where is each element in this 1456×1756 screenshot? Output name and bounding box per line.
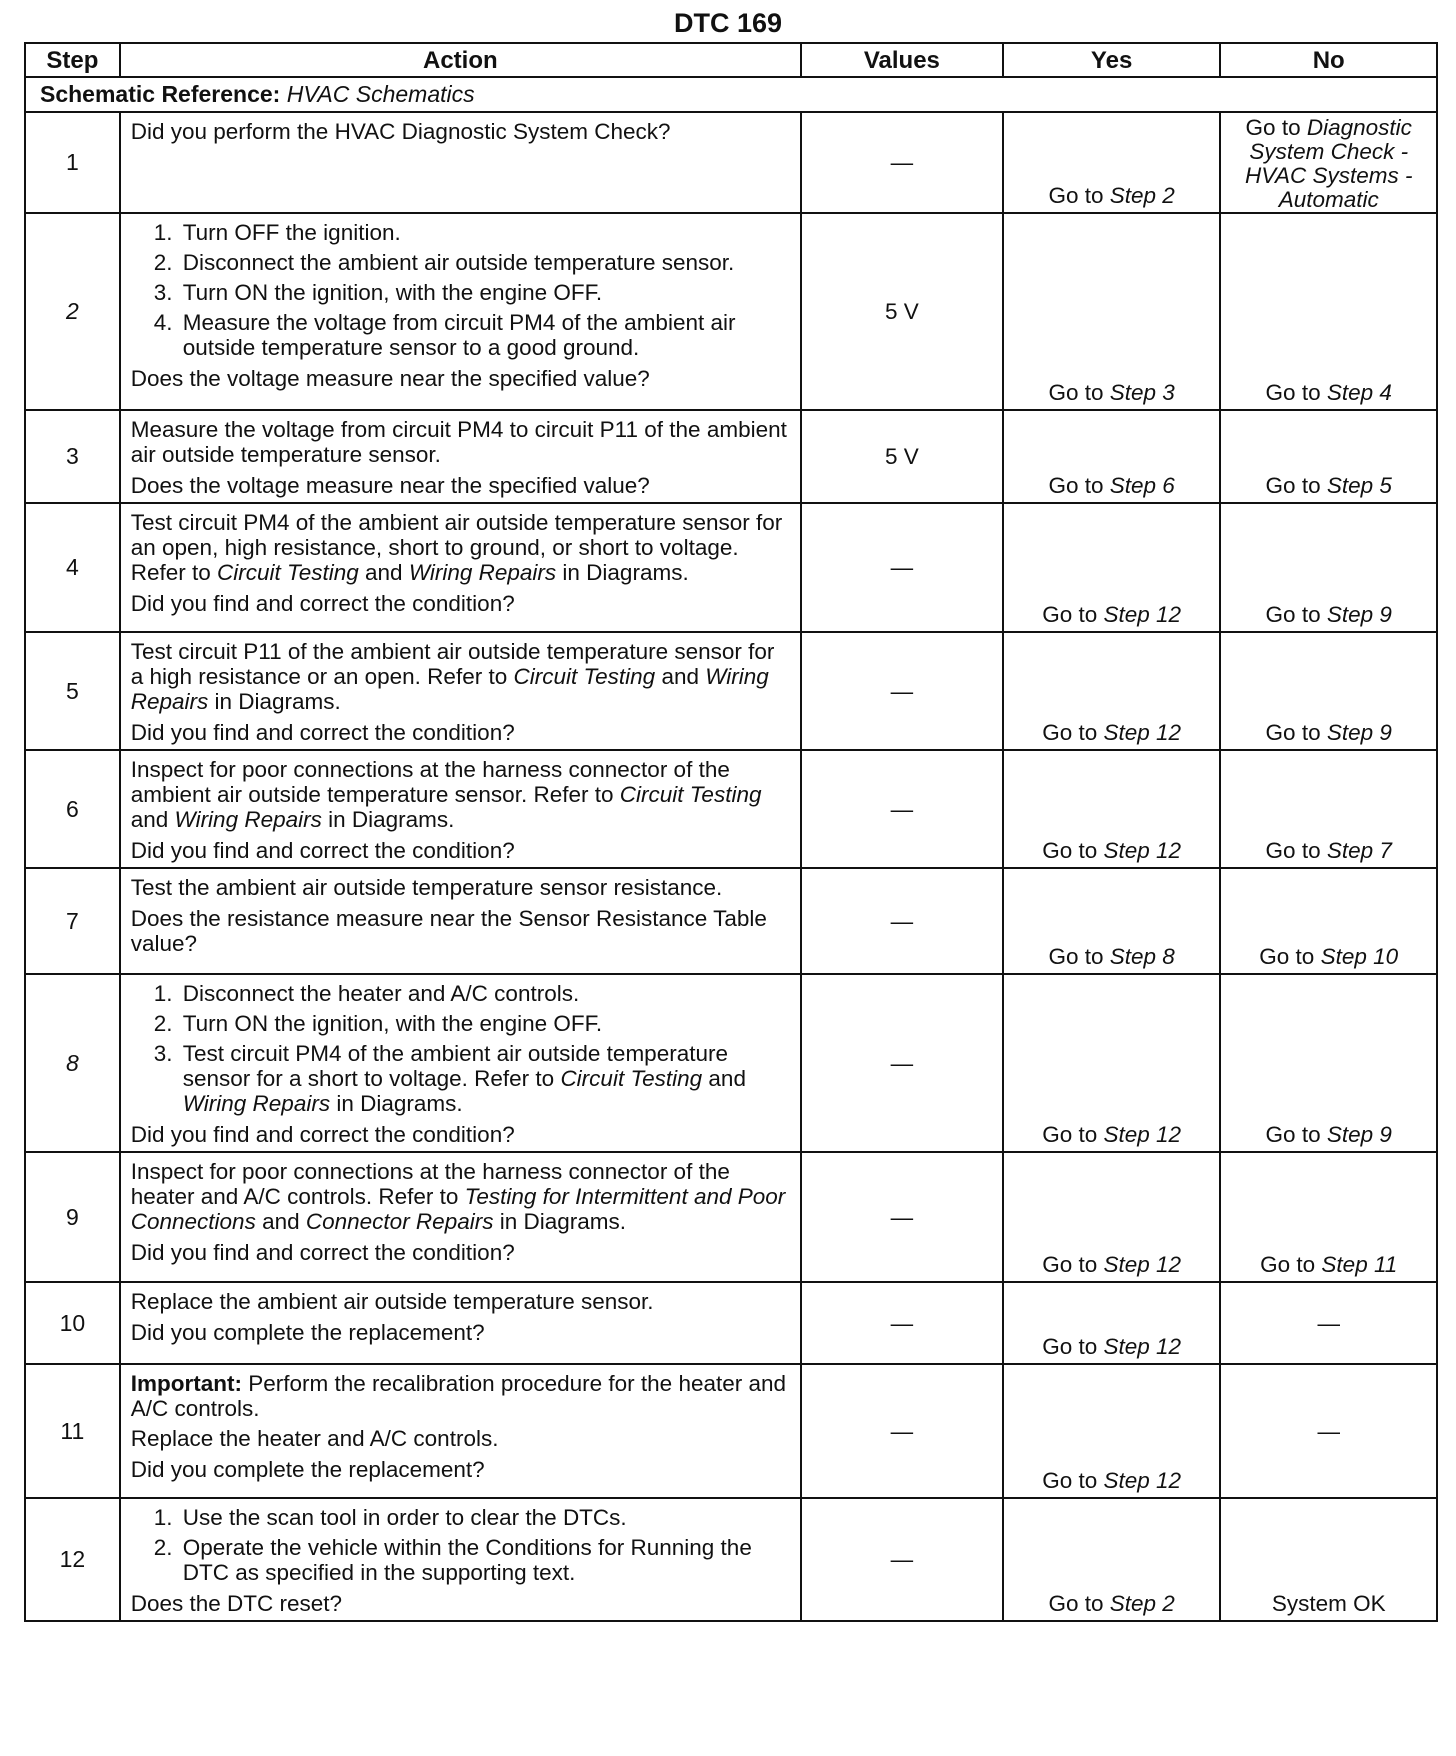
- yes-cell: [1003, 1152, 1221, 1282]
- step-link[interactable]: Step 12: [1103, 602, 1182, 627]
- doc-link[interactable]: Connector Repairs: [305, 1209, 494, 1234]
- value-cell: —: [801, 632, 1003, 750]
- yes-cell: [1003, 1498, 1221, 1621]
- action-text: Measure the voltage from circuit PM4 to circuit P11 of the ambient air outside temperature sensor.: [130, 417, 787, 467]
- yes-cell: [1003, 213, 1221, 410]
- action-text: Test the ambient air outside temperature sensor resistance.: [130, 875, 723, 900]
- table-row: [25, 1364, 1437, 1498]
- no-cell: [1220, 112, 1437, 213]
- action-step-item: 1. Turn OFF the ignition.: [179, 220, 790, 245]
- no-cell: [1220, 868, 1437, 974]
- action-question: Does the DTC reset?: [130, 1591, 343, 1616]
- action-cell: [120, 868, 801, 974]
- doc-link[interactable]: Wiring Repairs: [182, 1091, 331, 1116]
- action-step-item: 2. Operate the vehicle within the Conditions for Running the DTC as specified in the supporting text.: [179, 1535, 790, 1585]
- no-cell: [1220, 213, 1437, 410]
- table-row: [25, 750, 1437, 868]
- doc-link[interactable]: Testing for Intermittent and Poor Connections: [130, 1184, 786, 1234]
- yes-goto[interactable]: Go to Step 12: [1042, 1252, 1182, 1277]
- step-link[interactable]: Step 11: [1321, 1252, 1398, 1277]
- step-number: 10: [25, 1282, 120, 1364]
- table-row: [25, 1498, 1437, 1621]
- action-text: Inspect for poor connections at the harness connector of the ambient air outside temperature sensor. Refer to Circuit Testing and Wiring Repairs in Diagrams.: [130, 757, 762, 832]
- action-cell: [120, 1152, 801, 1282]
- step-number: 9: [25, 1152, 120, 1282]
- yes-cell: [1003, 1282, 1221, 1364]
- value-cell: —: [801, 1498, 1003, 1621]
- table-row: [25, 410, 1437, 503]
- step-link[interactable]: Step 6: [1109, 473, 1175, 498]
- no-goto[interactable]: Go to Diagnostic System Check - HVAC Systems - Automatic: [1244, 115, 1413, 212]
- important-label: Important:: [130, 1371, 242, 1396]
- step-link[interactable]: Step 4: [1326, 380, 1392, 405]
- step-number: 12: [25, 1498, 120, 1621]
- page-title: DTC 169: [673, 8, 783, 38]
- no-goto[interactable]: Go to Step 11: [1260, 1252, 1398, 1277]
- yes-goto[interactable]: Go to Step 3: [1048, 380, 1175, 405]
- yes-cell: [1003, 868, 1221, 974]
- action-text: Replace the heater and A/C controls.: [130, 1426, 499, 1451]
- no-value: —: [1317, 1418, 1340, 1444]
- step-number: 5: [25, 632, 120, 750]
- action-cell: [120, 974, 801, 1152]
- doc-link[interactable]: Wiring Repairs: [174, 807, 322, 832]
- action-question: Did you complete the replacement?: [130, 1457, 485, 1482]
- step-number: 7: [25, 868, 120, 974]
- action-cell: [120, 410, 801, 503]
- action-question: Does the resistance measure near the Sensor Resistance Table value?: [130, 906, 767, 956]
- important-text: Perform the recalibration procedure for the heater and A/C controls.: [130, 1371, 787, 1421]
- action-question: Did you find and correct the condition?: [130, 720, 515, 745]
- value-cell: —: [801, 503, 1003, 632]
- header-values: Values: [801, 43, 1003, 77]
- step-link[interactable]: Step 12: [1103, 838, 1182, 863]
- yes-cell: [1003, 503, 1221, 632]
- action-step-item: 1. Disconnect the heater and A/C controls.: [179, 981, 790, 1006]
- table-row: [25, 632, 1437, 750]
- action-step-item: 3. Turn ON the ignition, with the engine OFF.: [179, 280, 790, 305]
- action-question: Did you find and correct the condition?: [130, 838, 515, 863]
- yes-cell: [1003, 974, 1221, 1152]
- table-row: [25, 503, 1437, 632]
- yes-goto[interactable]: Go to Step 6: [1048, 473, 1175, 498]
- action-step-item: 1. Use the scan tool in order to clear the DTCs.: [179, 1505, 790, 1530]
- table-row: [25, 112, 1437, 213]
- no-goto[interactable]: Go to Step 4: [1265, 380, 1392, 405]
- action-text: Inspect for poor connections at the harness connector of the heater and A/C controls. Refer to Testing for Intermittent and Poor Connections and Connector Repairs in Diagrams.: [130, 1159, 786, 1234]
- step-link[interactable]: Step 2: [1109, 183, 1175, 208]
- action-text: Test circuit P11 of the ambient air outside temperature sensor for a high resistance or an open. Refer to Circuit Testing and Wiring Repairs in Diagrams.: [130, 639, 775, 714]
- header-row: [25, 43, 1437, 77]
- yes-goto[interactable]: Go to Step 12: [1042, 838, 1182, 863]
- action-step-item: 2. Turn ON the ignition, with the engine OFF.: [179, 1011, 790, 1036]
- header-no: No: [1220, 43, 1437, 77]
- action-question: Did you find and correct the condition?: [130, 1240, 515, 1265]
- no-goto[interactable]: Go to Step 9: [1265, 1122, 1392, 1147]
- action-steps-list: [131, 220, 790, 360]
- no-cell: [1220, 1152, 1437, 1282]
- table-row: [25, 1152, 1437, 1282]
- step-link[interactable]: Step 9: [1326, 720, 1392, 745]
- step-number: 8: [25, 974, 120, 1152]
- no-value: —: [1317, 1310, 1340, 1336]
- action-cell: [120, 1364, 801, 1498]
- important-note: [131, 1371, 790, 1421]
- no-cell: [1220, 750, 1437, 868]
- value-cell: —: [801, 1364, 1003, 1498]
- yes-goto[interactable]: Go to Step 2: [1048, 1591, 1175, 1616]
- step-number: 4: [25, 503, 120, 632]
- doc-link[interactable]: Circuit Testing: [217, 560, 359, 585]
- no-goto[interactable]: Go to Step 9: [1265, 720, 1392, 745]
- value-cell: —: [801, 868, 1003, 974]
- action-question: Did you find and correct the condition?: [130, 591, 515, 616]
- action-cell: [120, 750, 801, 868]
- step-link[interactable]: Step 12: [1103, 1334, 1182, 1359]
- schematic-reference: [25, 77, 1437, 112]
- action-step-item: 4. Measure the voltage from circuit PM4 of the ambient air outside temperature sensor to a good ground.: [179, 310, 790, 360]
- action-steps-list: [131, 1505, 790, 1585]
- value-cell: —: [801, 112, 1003, 213]
- no-goto[interactable]: Go to Step 7: [1265, 838, 1392, 863]
- value-cell: —: [801, 1282, 1003, 1364]
- doc-link[interactable]: Circuit Testing: [560, 1066, 703, 1091]
- yes-cell: [1003, 112, 1221, 213]
- yes-cell: [1003, 1364, 1221, 1498]
- header-step: Step: [25, 43, 120, 77]
- step-number: 6: [25, 750, 120, 868]
- action-cell: [120, 632, 801, 750]
- step-link[interactable]: Step 12: [1103, 1468, 1182, 1493]
- no-goto[interactable]: Go to Step 9: [1265, 602, 1392, 627]
- yes-goto[interactable]: Go to Step 2: [1048, 183, 1175, 208]
- value-cell: —: [801, 974, 1003, 1152]
- action-cell: [120, 213, 801, 410]
- action-text: Test circuit PM4 of the ambient air outside temperature sensor for an open, high resistance, short to ground, or short to voltage. Refer to Circuit Testing and Wiring Repairs in Diagrams.: [130, 510, 783, 585]
- step-link[interactable]: Step 7: [1326, 838, 1392, 863]
- step-link[interactable]: Step 9: [1326, 1122, 1392, 1147]
- value-cell: —: [801, 1152, 1003, 1282]
- table-row: [25, 1282, 1437, 1364]
- schematic-reference-row: [25, 77, 1437, 112]
- value-cell: —: [801, 750, 1003, 868]
- table-row: [25, 868, 1437, 974]
- step-number: 1: [25, 112, 120, 213]
- action-step-item: 2. Disconnect the ambient air outside temperature sensor.: [179, 250, 790, 275]
- no-goto[interactable]: Go to Step 10: [1259, 944, 1399, 969]
- no-cell: [1220, 1498, 1437, 1621]
- action-question: Did you find and correct the condition?: [130, 1122, 515, 1147]
- yes-cell: [1003, 750, 1221, 868]
- step-number: 3: [25, 410, 120, 503]
- step-link[interactable]: Step 12: [1103, 1122, 1182, 1147]
- header-action: Action: [120, 43, 801, 77]
- doc-link[interactable]: Diagnostic System Check - HVAC Systems - Automatic: [1244, 115, 1413, 212]
- yes-goto[interactable]: Go to Step 12: [1042, 602, 1182, 627]
- yes-goto[interactable]: Go to Step 8: [1048, 944, 1175, 969]
- action-text: Did you perform the HVAC Diagnostic System Check?: [130, 119, 671, 144]
- action-question: Does the voltage measure near the specified value?: [130, 366, 650, 391]
- no-cell: [1220, 410, 1437, 503]
- no-result: System OK: [1271, 1591, 1386, 1616]
- step-link[interactable]: Step 2: [1109, 1591, 1175, 1616]
- doc-link[interactable]: Wiring Repairs: [130, 664, 769, 714]
- yes-goto[interactable]: Go to Step 12: [1042, 1468, 1182, 1493]
- schematic-reference-link[interactable]: HVAC Schematics: [286, 81, 475, 107]
- no-cell: [1220, 974, 1437, 1152]
- action-question: Does the voltage measure near the specified value?: [130, 473, 650, 498]
- action-cell: [120, 1498, 801, 1621]
- yes-goto[interactable]: Go to Step 12: [1042, 720, 1182, 745]
- yes-cell: [1003, 632, 1221, 750]
- header-yes: Yes: [1003, 43, 1221, 77]
- no-cell: [1220, 503, 1437, 632]
- step-link[interactable]: Step 3: [1109, 380, 1175, 405]
- value-cell: 5 V: [801, 410, 1003, 503]
- action-cell: [120, 112, 801, 213]
- value-cell: 5 V: [801, 213, 1003, 410]
- action-steps-list: [131, 981, 790, 1116]
- doc-link[interactable]: Circuit Testing: [513, 664, 656, 689]
- no-cell: [1220, 1282, 1437, 1364]
- doc-link[interactable]: Wiring Repairs: [408, 560, 557, 585]
- action-text: Replace the ambient air outside temperature sensor.: [130, 1289, 654, 1314]
- yes-goto[interactable]: Go to Step 12: [1042, 1334, 1182, 1359]
- doc-link[interactable]: Circuit Testing: [619, 782, 762, 807]
- table-row: [25, 213, 1437, 410]
- step-link[interactable]: Step 9: [1326, 602, 1392, 627]
- schematic-reference-label: Schematic Reference:: [40, 81, 281, 107]
- table-row: [25, 974, 1437, 1152]
- action-step-item: 3. Test circuit PM4 of the ambient air outside temperature sensor for a short to voltage. Refer to Circuit Testing and Wiring Repairs in Diagrams.: [179, 1041, 790, 1116]
- yes-goto[interactable]: Go to Step 12: [1042, 1122, 1182, 1147]
- no-goto[interactable]: Go to Step 5: [1265, 473, 1392, 498]
- action-cell: [120, 1282, 801, 1364]
- yes-cell: [1003, 410, 1221, 503]
- no-cell: [1220, 1364, 1437, 1498]
- dtc-table: [24, 42, 1438, 1622]
- action-question: Did you complete the replacement?: [130, 1320, 485, 1345]
- step-number: 11: [25, 1364, 120, 1498]
- step-link[interactable]: Step 5: [1326, 473, 1392, 498]
- step-number: 2: [25, 213, 120, 410]
- step-link[interactable]: Step 12: [1103, 720, 1182, 745]
- action-cell: [120, 503, 801, 632]
- step-link[interactable]: Step 8: [1109, 944, 1175, 969]
- step-link[interactable]: Step 12: [1103, 1252, 1182, 1277]
- step-link[interactable]: Step 10: [1320, 944, 1399, 969]
- no-cell: [1220, 632, 1437, 750]
